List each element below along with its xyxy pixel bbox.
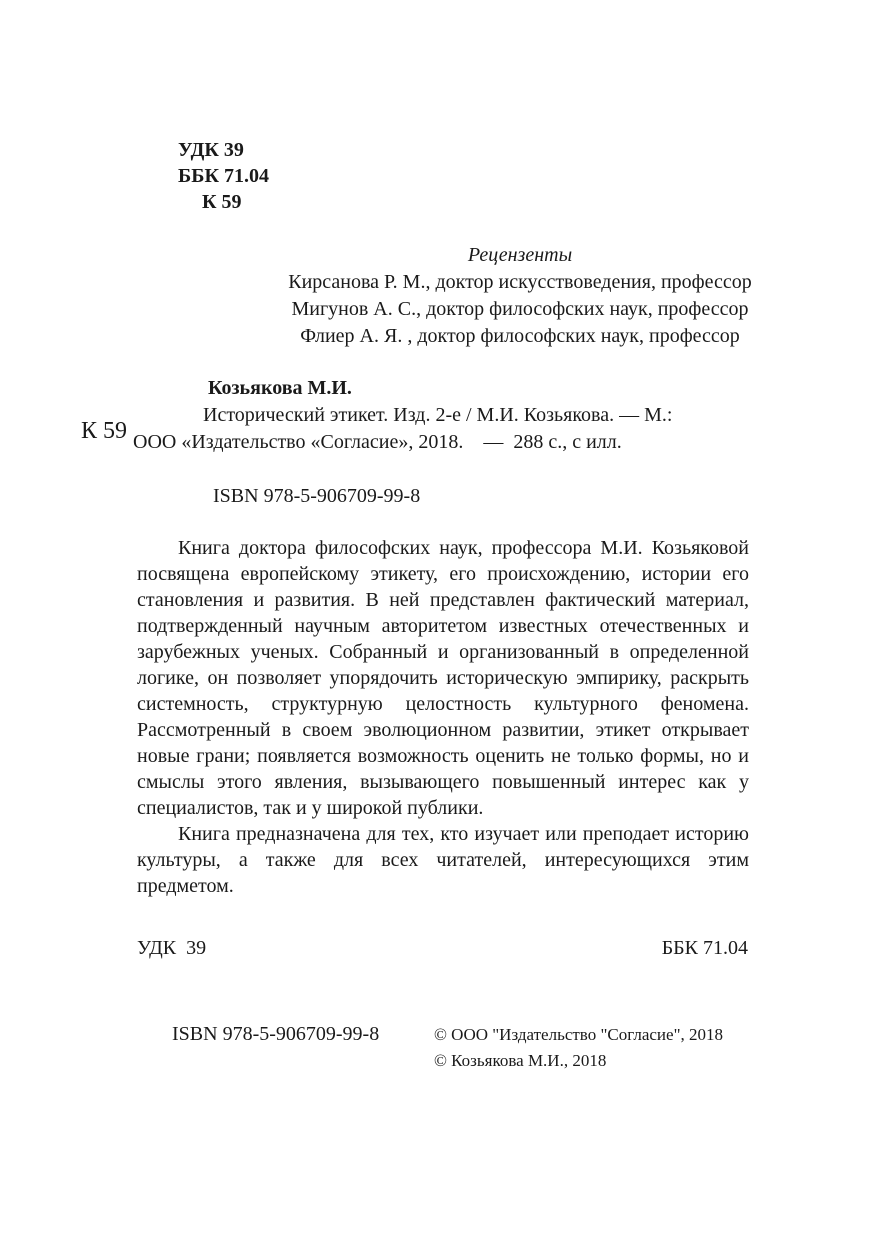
reviewer-item: Флиер А. Я. , доктор философских наук, профессор (300, 325, 740, 347)
footer-bbk: ББК 71.04 (661, 937, 748, 959)
copyright-publisher: © ООО "Издательство "Согласие", 2018 (434, 1025, 724, 1044)
reviewer-item: Мигунов А. С., доктор философских наук, профессор (291, 298, 749, 320)
bibliographic-line-2: ООО «Издательство «Согласие», 2018. — 288 с., с илл. (133, 431, 622, 453)
left-author-mark: К 59 (81, 418, 128, 444)
footer-isbn: ISBN 978-5-906709-99-8 (172, 1023, 380, 1045)
bibliographic-line-1: Исторический этикет. Изд. 2-е / М.И. Козьякова. — М.: (203, 404, 673, 426)
copyright-author: © Козьякова М.И., 2018 (434, 1051, 607, 1070)
bbk-code: ББК 71.04 (178, 165, 269, 187)
author-name: Козьякова М.И. (208, 377, 352, 399)
reviewers-label: Рецензенты (467, 244, 573, 266)
annotation-paragraph: Книга доктора философских наук, профессора М.И. Козьяковой посвящена европейскому этикету, его происхождению, истории его становления и развития. В ней представлен фактический материал, подтвержденный научным авторитетом известных отечественных и зарубежных ученых. Собранный и организованный в определенной логике, он позволяет упорядочить историческую эмпирику, раскрыть системность, структурную целостность культурного феномена. Рассмотренный в своем эволюционном развитии, этикет открывает новые грани; появляется возможность оценить не только формы, но и смыслы этого явления, вызывающего повышенный интерес как у специалистов, так и у широкой публики. (137, 537, 749, 819)
author-mark: К 59 (202, 191, 242, 213)
annotation-paragraph: Книга предназначена для тех, кто изучает или преподает историю культуры, а также для всех читателей, интересующихся этим предметом. (137, 823, 749, 897)
bibliographic-isbn: ISBN 978-5-906709-99-8 (213, 485, 421, 507)
udk-code: УДК 39 (178, 139, 244, 161)
reviewers-block (190, 242, 850, 350)
reviewer-item: Кирсанова Р. М., доктор искусствоведения, профессор (288, 271, 752, 293)
annotation (137, 535, 749, 899)
footer-udk: УДК 39 (137, 937, 207, 959)
copyright-block (434, 1022, 723, 1074)
classification-codes (178, 137, 269, 215)
